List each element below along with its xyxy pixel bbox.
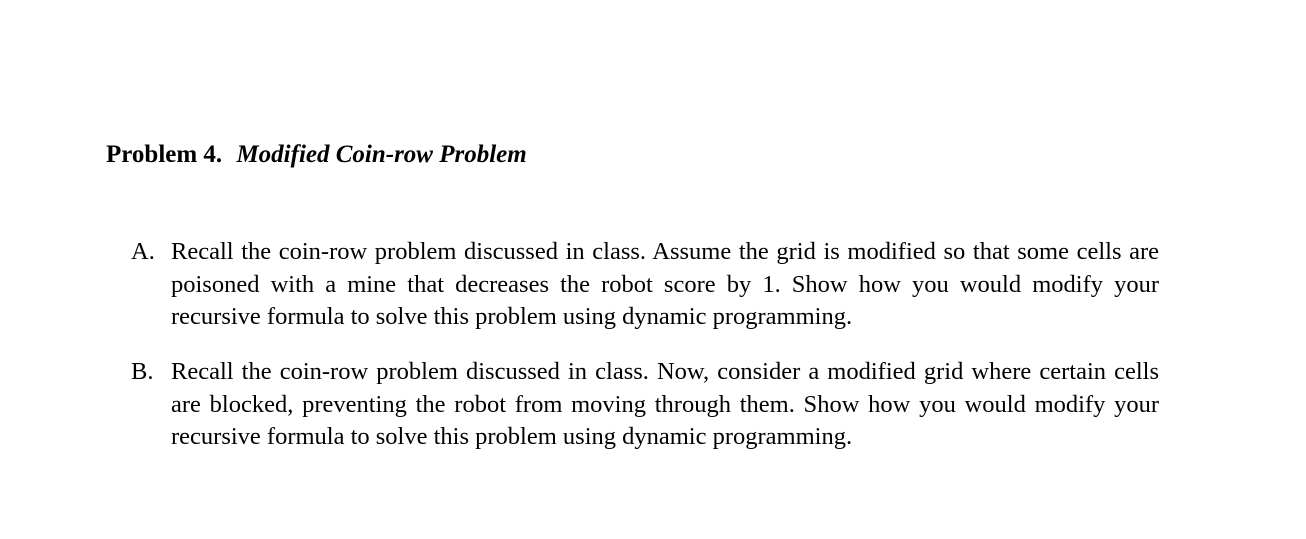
- list-item-b: [131, 356, 1159, 454]
- list-item-a: [131, 236, 1159, 334]
- problem-title: Modified Coin-row Problem: [236, 141, 527, 168]
- list-item-label: B.: [131, 358, 154, 385]
- list-item-text: Recall the coin-row problem discussed in class. Assume the grid is modified so that some cells are poisoned with a mine that decreases the robot score by 1. Show how you would modify your recursive formula to solve this problem using dynamic programming.: [171, 238, 1159, 330]
- list-item-label: A.: [131, 238, 155, 265]
- problem-heading: [106, 141, 527, 169]
- problem-number: Problem 4.: [106, 141, 223, 168]
- list-item-text: Recall the coin-row problem discussed in class. Now, consider a modified grid where certain cells are blocked, preventing the robot from moving through them. Show how you would modify your recursive formula to solve this problem using dynamic programming.: [171, 358, 1159, 450]
